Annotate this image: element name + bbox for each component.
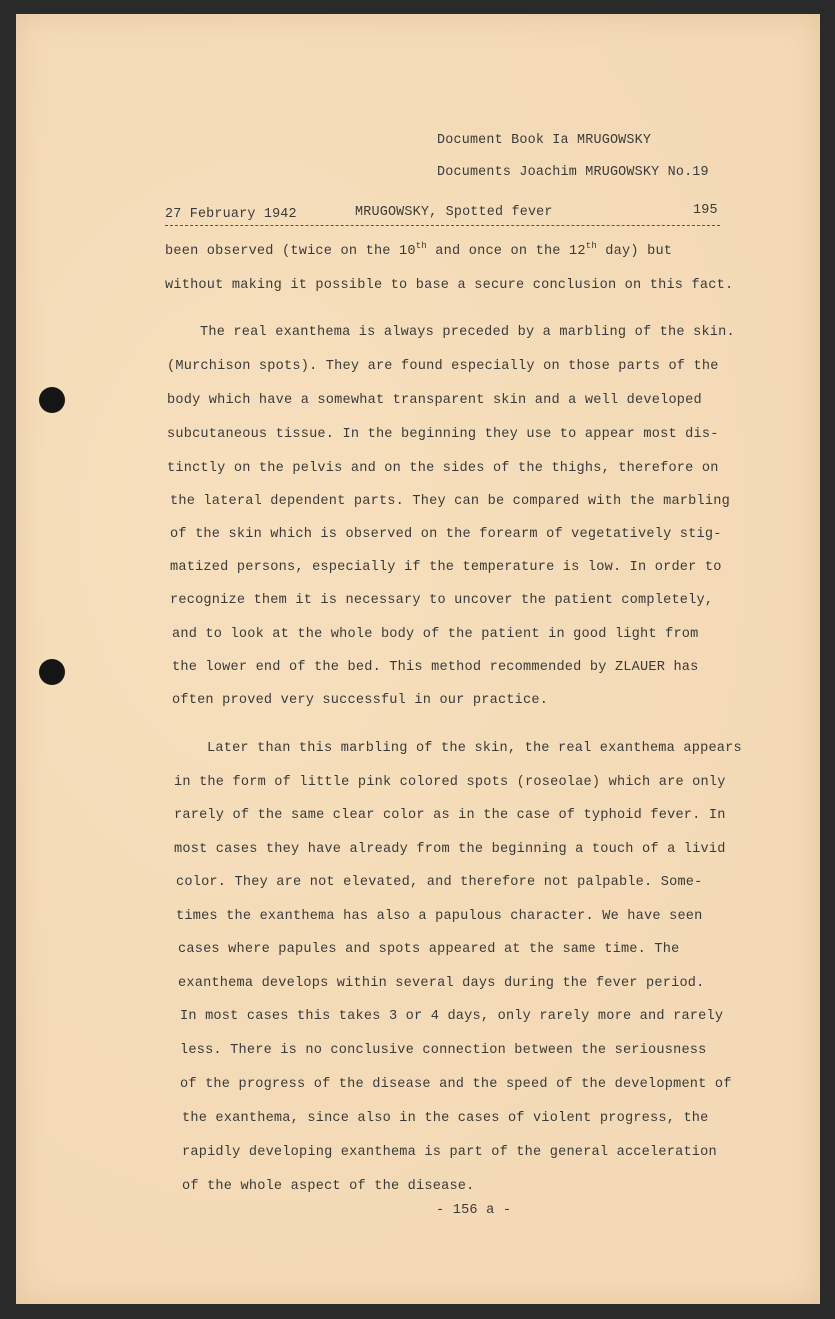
text-line: most cases they have already from the beginning a touch of a livid <box>174 842 726 857</box>
text-line: recognize them it is necessary to uncover the patient completely, <box>170 593 714 608</box>
text-line: color. They are not elevated, and therefore not palpable. Some- <box>176 875 703 890</box>
text-line: of the skin which is observed on the forearm of vegetatively stig- <box>170 527 722 542</box>
text-line: In most cases this takes 3 or 4 days, only rarely more and rarely <box>180 1009 724 1024</box>
running-head-title: MRUGOWSKY, Spotted fever <box>355 205 553 220</box>
punch-hole <box>39 659 65 685</box>
text-line: and to look at the whole body of the patient in good light from <box>172 627 699 642</box>
text-line: rapidly developing exanthema is part of the general acceleration <box>182 1145 717 1160</box>
continuation-text-a: been observed (twice on the 10 <box>165 244 416 259</box>
text-line: often proved very successful in our practice. <box>172 693 549 708</box>
page-number: - 156 a - <box>436 1203 512 1218</box>
text-line: times the exanthema has also a papulous character. We have seen <box>176 909 703 924</box>
text-line: the lateral dependent parts. They can be compared with the marbling <box>170 494 730 509</box>
text-line: The real exanthema is always preceded by a marbling of the skin. <box>200 325 735 340</box>
text-line: Later than this marbling of the skin, the real exanthema appears <box>207 741 742 756</box>
text-line: matized persons, especially if the temperature is low. In order to <box>170 560 722 575</box>
continuation-text-c: day) but <box>596 244 673 259</box>
superscript-th: th <box>415 241 427 251</box>
text-line: in the form of little pink colored spots (roseolae) which are only <box>174 775 726 790</box>
continuation-text-b: and once on the 12 <box>426 244 586 259</box>
text-line: tinctly on the pelvis and on the sides of the thighs, therefore on <box>167 461 719 476</box>
text-line: rarely of the same clear color as in the case of typhoid fever. In <box>174 808 726 823</box>
document-book-header: Document Book Ia MRUGOWSKY <box>437 133 652 148</box>
text-line: of the progress of the disease and the speed of the development of <box>180 1077 732 1092</box>
superscript-th: th <box>585 241 597 251</box>
text-line: cases where papules and spots appeared at the same time. The <box>178 942 680 957</box>
text-line: less. There is no conclusive connection between the seriousness <box>180 1043 707 1058</box>
text-line: of the whole aspect of the disease. <box>182 1179 475 1194</box>
text-line: the lower end of the bed. This method recommended by ZLAUER has <box>172 660 699 675</box>
documents-header: Documents Joachim MRUGOWSKY No.19 <box>437 165 709 180</box>
text-line: exanthema develops within several days during the fever period. <box>178 976 705 991</box>
text-line: body which have a somewhat transparent skin and a well developed <box>167 393 702 408</box>
running-head-date: 27 February 1942 <box>165 207 297 222</box>
punch-hole <box>39 387 65 413</box>
header-rule <box>165 225 720 226</box>
text-line: (Murchison spots). They are found especially on those parts of the <box>167 359 719 374</box>
continuation-line-2: without making it possible to base a secure conclusion on this fact. <box>165 278 734 293</box>
text-line: the exanthema, since also in the cases of violent progress, the <box>182 1111 709 1126</box>
continuation-line-1 <box>165 241 673 259</box>
text-line: subcutaneous tissue. In the beginning they use to appear most dis- <box>167 427 719 442</box>
running-head-page: 195 <box>693 203 718 218</box>
